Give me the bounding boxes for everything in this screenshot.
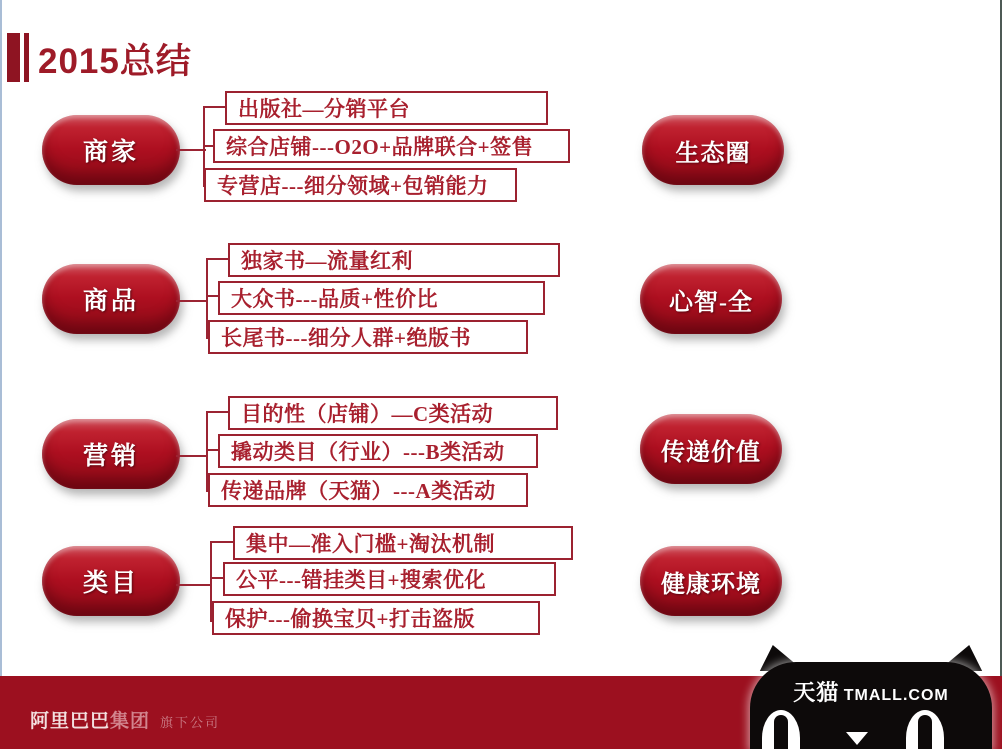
item-box: 撬动类目（行业）---B类活动 [218,434,538,468]
alibaba-logo-text: 阿里巴巴 [30,711,111,732]
category-pill-marketing: 营销 [42,419,180,489]
item-box: 目的性（店铺）—C类活动 [228,396,558,430]
item-box: 出版社—分销平台 [225,91,548,125]
connector-line [210,541,235,543]
outcome-pill-environment: 健康环境 [640,546,782,616]
tmall-en-text: TMALL.COM [843,687,949,704]
tmall-cat-pupil-icon [774,715,788,749]
item-box: 大众书---品质+性价比 [218,281,545,315]
category-pill-merchants: 商家 [42,115,180,185]
item-box: 独家书—流量红利 [228,243,560,277]
category-pill-products: 商品 [42,264,180,334]
connector-line [176,584,212,586]
outcome-pill-mindshare: 心智-全 [640,264,782,334]
item-box: 保护---偷换宝贝+打击盗版 [212,601,540,635]
connector-line [206,258,230,260]
alibaba-group-logo [30,706,220,733]
page-title: 2015总结 [38,42,192,81]
tmall-logo-text [750,676,992,707]
title-accent-bar-thick [7,33,20,82]
title-accent-bar-thin [24,33,29,82]
connector-line [176,300,208,302]
connector-line [176,149,206,151]
outcome-pill-value: 传递价值 [640,414,782,484]
item-box: 公平---错挂类目+搜索优化 [223,562,556,596]
connector-line [206,411,230,413]
alibaba-subsidiary-text: 旗下公司 [160,715,221,730]
tmall-cat-pupil-icon [918,715,932,749]
left-edge-line [0,0,2,749]
connector-line [203,106,227,108]
item-box: 专营店---细分领域+包销能力 [204,168,517,202]
item-box: 长尾书---细分人群+绝版书 [208,320,528,354]
outcome-pill-ecosystem: 生态圈 [642,115,784,185]
alibaba-group-text: 集团 [110,711,151,732]
item-box: 综合店铺---O2O+品牌联合+签售 [213,129,570,163]
item-box: 传递品牌（天猫）---A类活动 [208,473,528,507]
category-pill-categories: 类目 [42,546,180,616]
item-box: 集中—准入门槛+淘汰机制 [233,526,573,560]
connector-line [176,455,208,457]
tmall-cn-text: 天猫 [793,680,840,705]
